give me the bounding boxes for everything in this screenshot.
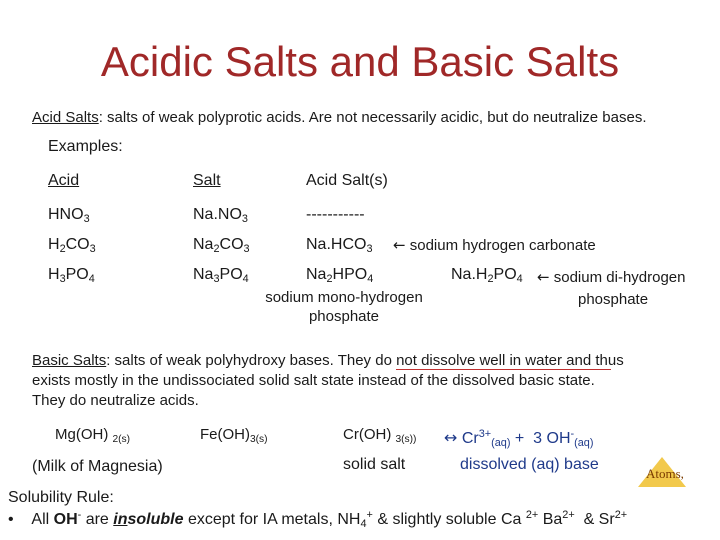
nah2po4-arrow-label: ← sodium di-hydrogen: [537, 268, 686, 286]
acid-salts-def: : salts of weak polyprotic acids. Are not necessarily acidic, but do neutralize bases.: [98, 109, 647, 126]
bullet: •: [8, 511, 14, 528]
basic-salts-term: Basic Salts: [32, 352, 107, 369]
acid-salt-none: -----------: [306, 206, 365, 223]
header-acid: Acid: [48, 172, 80, 189]
acid-hno3: $HNO_3$: [48, 206, 90, 225]
acid-h3po4: $H_3PO_4$: [48, 266, 95, 285]
acid-salts-definition: [32, 109, 646, 126]
nah2po4-name-cont: phosphate: [578, 291, 649, 308]
left-arrow-icon: ←: [537, 268, 550, 286]
salt-na2co3: $Na_2CO_3$: [193, 236, 250, 255]
cr-oh3: Cr(OH) $_{3(s))}$: [343, 426, 417, 445]
header-salt: Salt: [193, 172, 221, 189]
salt-na3po4: $Na_3PO_4$: [193, 266, 249, 285]
left-arrow-icon: ←: [393, 236, 406, 254]
logo-text: Atoms,: [646, 466, 684, 481]
equilibrium: ↔ $Cr^{3+}_{(aq)} + 3$ $OH^-_{(aq)}$: [444, 428, 594, 449]
acid-salt-nah2po4: $Na.H_2PO_4$: [451, 266, 523, 285]
basic-salts-line2: exists mostly in the undissociated solid salt state instead of the dissolved basic state.: [32, 372, 595, 389]
page-title: Acidic Salts and Basic Salts: [100, 38, 620, 85]
dissolved-label: dissolved (aq) base: [460, 456, 599, 473]
solid-salt-label: solid salt: [343, 456, 406, 473]
salt-nano3: $Na.NO_3$: [193, 206, 248, 225]
acid-h2co3: $H_2CO_3$: [48, 236, 96, 255]
solubility-rule: • All OH- are insoluble except for IA metals, $NH_4^+$ & slightly soluble Ca $^{2+}$ $Ba^{2+}$ & $Sr^{2+}$: [8, 509, 628, 530]
nahco3-note: ← sodium hydrogen carbonate: [393, 236, 596, 254]
mg-oh2: Mg(OH) $_{2(s)}$: [55, 426, 131, 445]
na2hpo4-name: sodium mono-hydrogen phosphate: [265, 289, 423, 325]
acid-salt-nahco3: $Na.HCO_3$: [306, 236, 373, 255]
basic-salts-line3: They do neutralize acids.: [32, 392, 199, 409]
underline-do-not-dissolve: [396, 369, 611, 370]
fe-oh3: $Fe(OH)_{3(s)}$: [200, 426, 268, 445]
basic-salts-line1: Basic Salts: salts of weak polyhydroxy bases. They do not dissolve well in water and thus: [32, 352, 624, 369]
acid-salts-term: Acid Salts: [32, 109, 99, 126]
header-acid-salt: Acid Salt(s): [306, 172, 388, 189]
milk-of-magnesia: (Milk of Magnesia): [32, 458, 163, 475]
examples-label: Examples:: [48, 138, 123, 155]
solubility-heading: Solubility Rule:: [8, 489, 114, 506]
acid-salt-na2hpo4: $Na_2HPO_4$: [306, 266, 374, 285]
